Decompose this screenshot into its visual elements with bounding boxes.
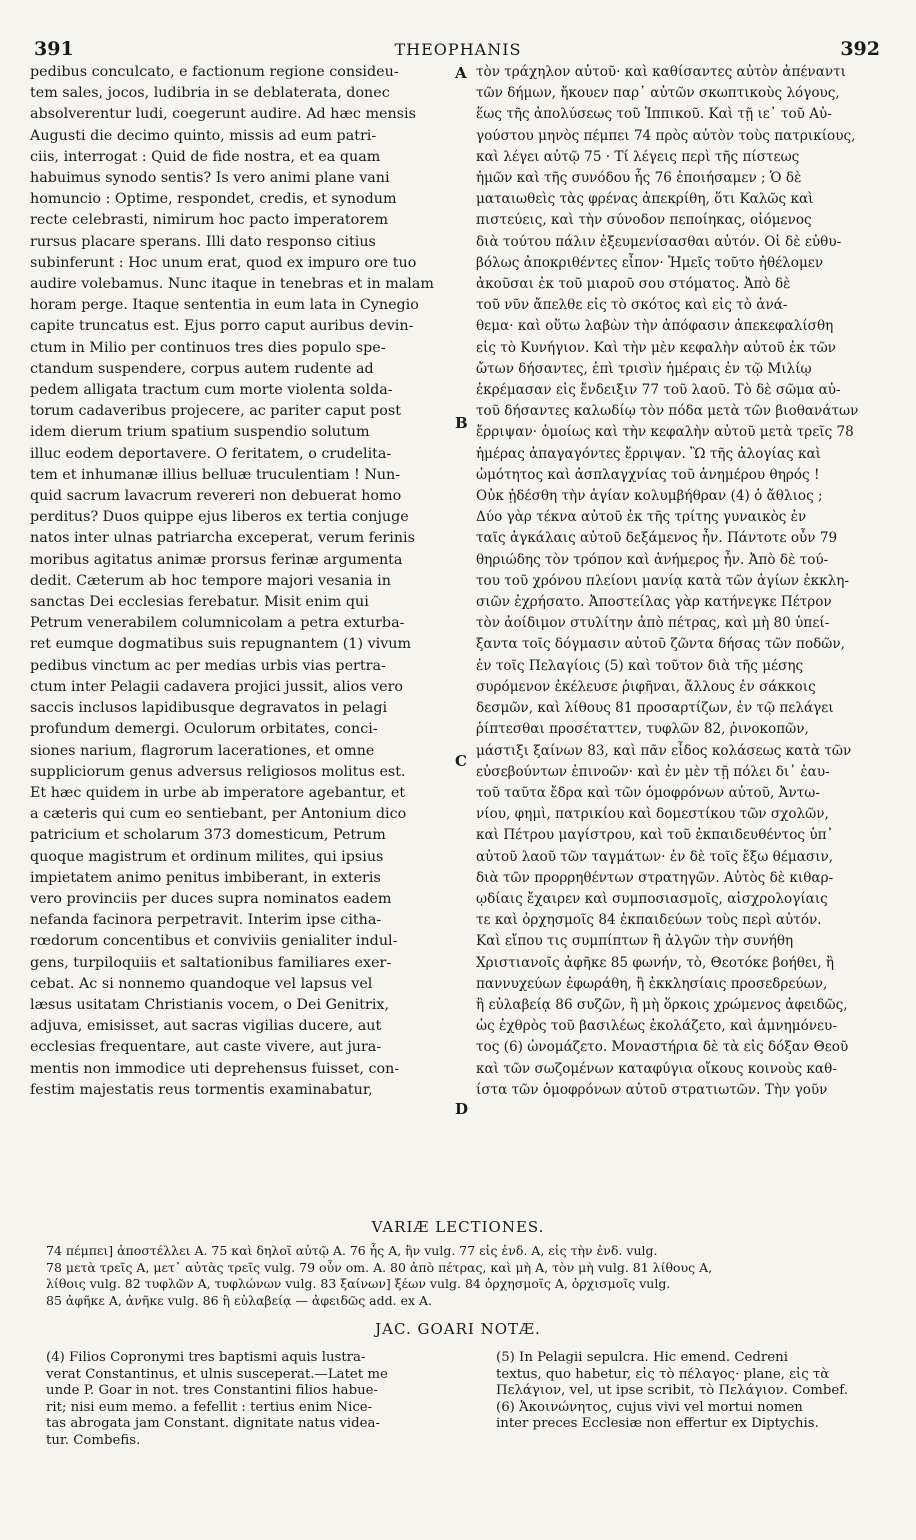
greek-text-line: καὶ τῶν σωζομένων καταφύγια οἴκους κοινοὺς καθ-	[476, 1060, 837, 1077]
latin-text-line: homuncio : Optime, respondet, credis, et synodum	[30, 191, 397, 208]
latin-text-line: quoque magistrum et ordinum milites, qui ipsius	[30, 848, 384, 865]
greek-text-line: πιστεύεις, καὶ τὴν σύνοδον πεποίηκας, οἰόμενος	[476, 212, 812, 229]
latin-text-line: perditus? Duos quippe ejus liberos ex tertia conjuge	[30, 509, 409, 526]
latin-text-line: ctum inter Pelagii cadavera projici jussit, alios vero	[30, 678, 404, 695]
variant-reading-line: 85 ἀφῆκε A, ἀνῆκε vulg. 86 ἢ εὐλαβείᾳ — ἀφειδῶς add. ex A.	[46, 1292, 433, 1308]
latin-text-line: ctandum suspendere, corpus autem rudente ad	[30, 360, 374, 377]
latin-text-column	[30, 62, 448, 1101]
greek-text-line: ίστα τῶν ὁμοφρόνων αὐτοῦ στρατιωτῶν. Τὴν γοῦν	[476, 1081, 828, 1098]
greek-text-line: Καὶ εἴπου τις συμπίπτων ἢ ἀλγῶν τὴν συνήθη	[476, 933, 794, 950]
latin-text-line: Augusti die decimo quinto, missis ad eum patri-	[30, 127, 377, 144]
greek-text-line: βόλως ἀποκριθέντες εἶπον· Ἡμεῖς τοῦτο ἠθέλομεν	[476, 254, 824, 271]
latin-text-line: ret eumque dogmatibus suis repugnantem (1) vivum	[30, 636, 412, 653]
greek-text-line: Δύο γὰρ τέκνα αὐτοῦ ἐκ τῆς τρίτης γυναικὸς ἐν	[476, 509, 807, 526]
latin-text-line: idem dierum trium spatium suspendio solutum	[30, 424, 370, 441]
latin-text-line: ecclesias frequentare, aut caste vivere, aut jura-	[30, 1039, 382, 1056]
latin-text-line: subinferunt : Hoc unum erat, quod ex impuro ore tuo	[30, 254, 417, 271]
note-line: Πελάγιον, vel, ut ipse scribit, τὸ Πελάγιον. Combef.	[496, 1383, 848, 1399]
greek-text-line: τὸν ἀοίδιμον στυλίτην ἀπὸ πέτρας, καὶ μὴ 80 ὑπεί-	[476, 615, 830, 632]
notes-left-column	[46, 1350, 446, 1450]
latin-text-line: torum cadaveribus projecere, ac pariter caput post	[30, 403, 401, 420]
note-line: (5) In Pelagii sepulcra. Hic emend. Cedreni	[496, 1350, 788, 1365]
latin-text-line: siones narium, flagrorum lacerationes, et omne	[30, 742, 375, 759]
latin-text-line: ctum in Milio per continuos tres dies populo spe-	[30, 339, 386, 356]
latin-text-line: Petrum venerabilem columnicolam a petra exturba-	[30, 615, 405, 632]
latin-text-line: habuimus synodo sentis? Is vero animi plane vani	[30, 170, 390, 187]
goar-notes-heading: JAC. GOARI NOTÆ.	[375, 1320, 541, 1338]
greek-text-line: θηριώδης τὸν τρόπον καὶ ἀνήμερος ἦν. Ἀπὸ δὲ τού-	[476, 551, 829, 568]
greek-text-line: ἢ εὐλαβείᾳ 86 συζῶν, ἢ μὴ ὅρκοις χρώμενος ἀφειδῶς,	[476, 996, 848, 1013]
greek-text-line: ἔρριψαν· ὁμοίως καὶ τὴν κεφαλὴν αὐτοῦ μετὰ τρεῖς 78	[476, 424, 854, 441]
latin-text-line: pedibus vinctum ac per medias urbis vias pertra-	[30, 657, 386, 674]
latin-text-line: absolverentur ludi, coegerunt audire. Ad hæc mensis	[30, 106, 416, 123]
notes-right-column	[496, 1350, 886, 1433]
greek-text-line: καὶ λέγει αὐτῷ 75 · Τί λέγεις περὶ τῆς πίστεως	[476, 148, 800, 165]
greek-text-line: ματαιωθεὶς τὰς φρένας ἀπεκρίθη, ὅτι Καλῶς καὶ	[476, 191, 814, 208]
greek-text-line: ταῖς ἀγκάλαις αὐτοῦ δεξάμενος ἦν. Πάντοτε οὖν 79	[476, 530, 838, 547]
margin-mark-c: C	[455, 752, 467, 770]
latin-text-line: recte celebrasti, nimirum hoc pacto imperatorem	[30, 212, 389, 229]
greek-text-line: καὶ Πέτρου μαγίστρου, καὶ τοῦ ἐκπαιδευθέντος ὑπ᾽	[476, 827, 834, 844]
greek-text-line: τοῦ ταῦτα ἔδρα καὶ τῶν ὁμοφρόνων αὐτοῦ, Ἀντω-	[476, 784, 820, 801]
latin-text-line: nefanda facinora perpetravit. Interim ipse citha-	[30, 912, 382, 929]
greek-text-line: ἐκρέμασαν εἰς ἔνδειξιν 77 τοῦ λαοῦ. Τὸ δὲ σῶμα αὐ-	[476, 382, 841, 399]
latin-text-line: horam perge. Itaque sententia in eum lata in Cynegio	[30, 297, 419, 314]
greek-text-line: τὸν τράχηλον αὐτοῦ· καὶ καθίσαντες αὐτὸν ἀπέναντι	[476, 64, 846, 80]
greek-text-line: τοῦ δήσαντες καλωδίῳ τὸν πόδα μετὰ τῶν βιοθανάτων	[476, 403, 859, 420]
latin-text-line: rœdorum concentibus et conviviis genialiter indul-	[30, 933, 398, 950]
greek-text-line: τε καὶ ὀρχησμοῖς 84 ἐκπαιδεύων τοὺς περὶ αὐτόν.	[476, 912, 822, 929]
greek-text-line: δεσμῶν, καὶ λίθους 81 προσαρτίζων, ἐν τῷ πελάγει	[476, 700, 834, 717]
page-number-left: 391	[34, 38, 74, 60]
greek-text-line: Χριστιανοῖς ἀφῆκε 85 φωνήν, τὸ, Θεοτόκε βοήθει, ἢ	[476, 954, 835, 971]
greek-text-line: ἡμέρας ἀπαγαγόντες ἔρριψαν. Ὢ τῆς ἀλογίας καὶ	[476, 445, 821, 462]
running-header	[30, 38, 886, 62]
greek-text-column	[476, 62, 886, 1101]
latin-text-line: cebat. Ac si nonnemo quandoque vel lapsus vel	[30, 975, 373, 992]
latin-text-line: tem et inhumanæ illius belluæ truculentiam ! Nun-	[30, 466, 401, 483]
latin-text-line: gens, turpiloquiis et saltationibus familiares exer-	[30, 954, 392, 971]
latin-text-line: vero provinciis per duces supra nominatos eadem	[30, 890, 392, 907]
latin-text-line: rursus placare sperans. Illi dato responso citius	[30, 233, 376, 250]
greek-text-line: εἰς τὸ Κυνήγιον. Καὶ τὴν μὲν κεφαλὴν αὐτοῦ ἐκ τῶν	[476, 339, 836, 356]
latin-text-line: læsus usitatam Christianis vocem, o Dei Genitrix,	[30, 996, 389, 1013]
greek-text-line: ξαντα τοῖς δόγμασιν αὐτοῦ ζῶντα δήσας τῶν ποδῶν,	[476, 636, 845, 653]
greek-text-line: του τοῦ χρόνου πλείονι μανίᾳ κατὰ τῶν ἁγίων ἐκκλη-	[476, 572, 849, 589]
greek-text-line: συρόμενον ἐκέλευσε ῥιφῆναι, ἄλλους ἐν σάκκοις	[476, 678, 816, 695]
latin-text-line: profundum demergi. Oculorum orbitates, conci-	[30, 721, 378, 738]
greek-text-line: Οὐκ ᾐδέσθη τὴν ἁγίαν κολυμβήθραν (4) ὁ ἄθλιος ;	[476, 488, 823, 505]
latin-text-line: pedibus conculcato, e factionum regione consideu-	[30, 64, 399, 80]
greek-text-line: γούστου μηνὸς πέμπει 74 πρὸς αὐτὸν τοὺς πατρικίους,	[476, 127, 856, 144]
latin-text-line: Et hæc quidem in urbe ab imperatore agebantur, et	[30, 784, 406, 801]
greek-text-line: αὐτοῦ λαοῦ τῶν ταγμάτων· ἐν δὲ τοῖς ἔξω θέμασιν,	[476, 848, 834, 865]
greek-text-line: μάστιξι ξαίνων 83, καὶ πᾶν εἶδος κολάσεως κατὰ τῶν	[476, 742, 852, 759]
latin-text-line: saccis inclusos lapidibusque degravatos in pelagi	[30, 700, 388, 717]
variae-lectiones-heading: VARIÆ LECTIONES.	[371, 1218, 545, 1236]
greek-text-line: θεμα· καὶ οὕτω λαβὼν τὴν ἀπόφασιν ἀπεκεφαλίσθη	[476, 318, 834, 335]
note-line: tur. Combefis.	[46, 1432, 141, 1448]
greek-text-line: νίου, φημὶ, πατρικίου καὶ δομεστίκου τῶν σχολῶν,	[476, 806, 829, 823]
greek-text-line: ὤτων δήσαντες, ἐπὶ τρισὶν ἡμέραις ἐν τῷ Μιλίῳ	[476, 360, 812, 377]
latin-text-line: festim majestatis reus tormentis examinabatur,	[30, 1081, 373, 1098]
greek-text-line: ῥίπτεσθαι προσέταττεν, τυφλῶν 82, ῥινοκοπῶν,	[476, 721, 809, 738]
greek-text-line: διὰ τούτου πάλιν ἐξευμενίσασθαι αὐτόν. Οἱ δὲ εὐθυ-	[476, 233, 842, 250]
latin-text-line: pedem alligata tractum cum morte violenta solda-	[30, 382, 393, 399]
greek-text-line: τος (6) ὠνομάζετο. Μοναστήρια δὲ τὰ εἰς δόξαν Θεοῦ	[476, 1039, 849, 1056]
note-line: textus, quo habetur, εἰς τὸ πέλαγος· plane, εἰς τὰ	[496, 1366, 830, 1382]
latin-text-line: capite truncatus est. Ejus porro caput auribus devin-	[30, 318, 414, 335]
margin-mark-d: D	[455, 1100, 469, 1118]
latin-text-line: a cæteris qui cum eo sentiebant, per Antonium dico	[30, 806, 407, 823]
greek-text-line: ὡς ἐχθρὸς τοῦ βασιλέως ἐκολάζετο, καὶ ἀμνημόνευ-	[476, 1018, 837, 1035]
latin-text-line: audire volebamus. Nunc itaque in tenebras et in malam	[30, 276, 434, 293]
greek-text-line: τῶν δήμων, ἤκουεν παρ᾽ αὐτῶν σκωπτικοὺς λόγους,	[476, 85, 840, 102]
note-line: tas abrogata jam Constant. dignitate natus videa-	[46, 1416, 380, 1432]
note-line: unde P. Goar in not. tres Constantini filios habue-	[46, 1383, 379, 1399]
greek-text-line: ὠμότητος καὶ ἀσπλαγχνίας τοῦ ἀνημέρου θηρός !	[476, 466, 820, 483]
note-line: inter preces Ecclesiæ non effertur ex Diptychis.	[496, 1416, 819, 1432]
greek-text-line: ῳδίαις ἔχαιρεν καὶ συμποσιασμοῖς, αἰσχρολογίαις	[476, 890, 828, 907]
note-line: rit; nisi eum memo. a fefellit : tertius enim Nice-	[46, 1399, 373, 1415]
latin-text-line: tem sales, jocos, ludibria in se deblaterata, donec	[30, 85, 390, 102]
latin-text-line: quid sacrum lavacrum revereri non debuerat homo	[30, 488, 402, 505]
greek-text-line: παννυχεύων ἐφωράθη, ἢ ἐκκλησίαις προσεδρεύων,	[476, 975, 828, 992]
variant-readings	[46, 1243, 886, 1309]
latin-text-line: dedit. Cæterum ab hoc tempore majori vesania in	[30, 572, 391, 589]
note-line: (4) Filios Copronymi tres baptismi aquis lustra-	[46, 1350, 366, 1365]
margin-mark-b: B	[455, 414, 468, 432]
variant-reading-line: 74 πέμπει] ἀποστέλλει A. 75 καὶ δηλοῖ αὐτῷ A. 76 ἧς A, ἣν vulg. 77 εἰς ἐνδ. A, εἰς τὴν ἐνδ. vulg.	[46, 1243, 658, 1258]
running-title: THEOPHANIS	[394, 40, 522, 59]
latin-text-line: natos inter ulnas patriarcha exceperat, verum ferinis	[30, 530, 415, 547]
latin-text-line: moribus agitatus animæ prorsus ferinæ argumenta	[30, 551, 403, 568]
latin-text-line: illuc eodem deportavere. O feritatem, o crudelita-	[30, 445, 392, 462]
greek-text-line: ἡμῶν καὶ τῆς συνόδου ἧς 76 ἐποιήσαμεν ; Ὁ δὲ	[476, 170, 802, 187]
latin-text-line: ciis, interrogat : Quid de fide nostra, et ea quam	[30, 148, 381, 165]
greek-text-line: τοῦ νῦν ἄπελθε εἰς τὸ σκότος καὶ εἰς τὸ ἀνά-	[476, 297, 788, 314]
latin-text-line: sanctas Dei ecclesias ferebatur. Misit enim qui	[30, 594, 369, 611]
variant-reading-line: 78 μετὰ τρεῖς A, μετ᾽ αὐτὰς τρεῖς vulg. 79 οὖν om. A. 80 ἀπὸ πέτρας, καὶ μὴ A, τὸν μὴ vulg. 81 λίθους A,	[46, 1259, 713, 1275]
variant-reading-line: λίθοις vulg. 82 τυφλῶν A, τυφλώνων vulg. 83 ξαίνων] ξέων vulg. 84 ὀρχησμοῖς A, ὀρχισμοῖς vulg.	[46, 1276, 671, 1291]
latin-text-line: mentis non immodice uti deprehensus fuisset, con-	[30, 1060, 400, 1077]
note-line: (6) Ἀκοινώνητος, cujus vivi vel mortui nomen	[496, 1399, 803, 1415]
greek-text-line: σιῶν ἐχρήσατο. Ἀποστείλας γὰρ κατήνεγκε Πέτρον	[476, 594, 832, 611]
greek-text-line: ἐν τοῖς Πελαγίοις (5) καὶ τοῦτον διὰ τῆς μέσης	[476, 657, 804, 674]
latin-text-line: patricium et scholarum 373 domesticum, Petrum	[30, 827, 386, 844]
greek-text-line: ἕως τῆς ἀπολύσεως τοῦ Ἱππικοῦ. Καὶ τῇ ιε᾽ τοῦ Αὐ-	[476, 106, 832, 123]
greek-text-line: εὐσεβούντων ἐπινοῶν· καὶ ἐν μὲν τῇ πόλει δι᾽ ἑαυ-	[476, 763, 830, 780]
latin-text-line: impietatem animo penitus imbiberant, in exteris	[30, 869, 381, 886]
latin-text-line: adjuva, emisisset, aut sacras vigilias ducere, aut	[30, 1018, 382, 1035]
latin-text-line: suppliciorum genus adversus religiosos molitus est.	[30, 763, 406, 780]
margin-mark-a: A	[455, 64, 467, 82]
page-number-right: 392	[840, 38, 880, 60]
greek-text-line: ἀκοῦσαι ἐκ τοῦ μιαροῦ σου στόματος. Ἀπὸ δὲ	[476, 276, 791, 293]
greek-text-line: διὰ τῶν προρρηθέντων στρατηγῶν. Αὐτὸς δὲ κιθαρ-	[476, 869, 834, 886]
note-line: verat Constantinus, et ulnis susceperat.—Latet me	[46, 1366, 388, 1382]
